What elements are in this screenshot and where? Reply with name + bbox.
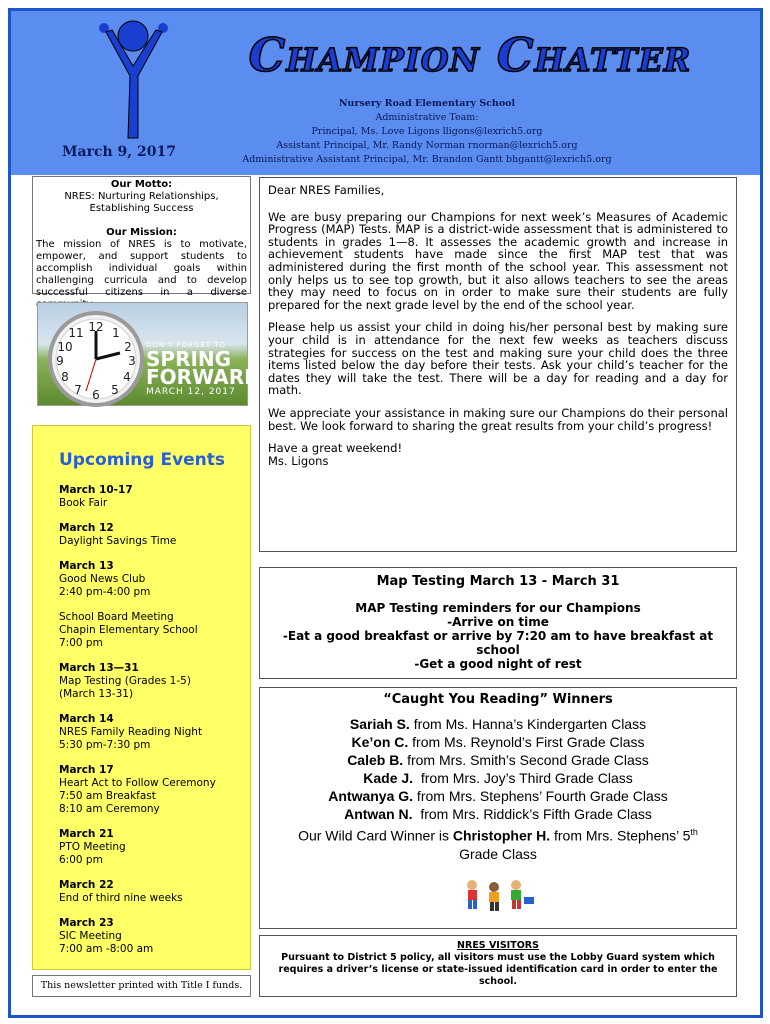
svg-text:8: 8: [61, 370, 69, 384]
svg-text:10: 10: [57, 340, 73, 354]
wild-card-grade: Grade Class: [459, 845, 537, 862]
winner-name: Antwanya G.: [328, 788, 414, 804]
event-date: March 13: [59, 560, 114, 572]
visitors-title: NRES VISITORS: [457, 940, 539, 951]
map-testing-box: [259, 567, 737, 679]
spring-forward-image: [37, 302, 261, 406]
event-detail: PTO Meeting: [59, 841, 126, 853]
event-item: [59, 713, 250, 752]
winner-class: from Ms. Reynold’s First Grade Class: [408, 734, 645, 750]
event-item: [59, 917, 250, 956]
winner-name: Antwan N.: [344, 806, 413, 822]
winner-name: Sariah S.: [349, 716, 410, 732]
assistant-principal-line: Assistant Principal, Mr. Randy Norman rnorman@lexrich5.org: [276, 140, 578, 151]
svg-text:7: 7: [74, 383, 82, 397]
winner-row: [260, 805, 736, 823]
svg-text:6: 6: [92, 388, 100, 402]
winners-list: [260, 715, 736, 823]
mission-text: The mission of NRES is to motivate, empower, and support students to accomplish individual goals within challenging curricula and to develop successful citizens in a diverse: [36, 239, 247, 298]
spring-word: SPRING: [146, 347, 232, 371]
mission-title: Our Mission:: [106, 227, 177, 238]
map-reminder-3: -Get a good night of rest: [414, 657, 582, 671]
principal-letter: [259, 177, 737, 552]
event-date: March 21: [59, 828, 114, 840]
wild-card-winner: [260, 823, 736, 845]
motto-line-1: NRES: Nurturing Relationships,: [64, 191, 219, 202]
event-item: [59, 764, 250, 816]
winner-row: [260, 787, 736, 805]
issue-date: March 9, 2017: [62, 144, 176, 160]
winner-class: from Mrs. Riddick’s Fifth Grade Class: [412, 806, 652, 822]
principal-line: Principal, Ms. Love Ligons lligons@lexrich5.org: [311, 126, 543, 137]
svg-text:1: 1: [112, 326, 120, 340]
wild-card-sup: th: [690, 827, 698, 837]
event-detail: 2:40 pm-4:00 pm: [59, 586, 151, 598]
event-detail: School Board Meeting: [59, 611, 174, 623]
event-date: March 13—31: [59, 662, 139, 674]
motto-line-2: Establishing Success: [89, 203, 194, 214]
event-detail: 6:00 pm: [59, 854, 103, 866]
spring-kicker: DON'T FORGET TO: [146, 341, 227, 349]
event-date: March 23: [59, 917, 114, 929]
letter-signature: Ms. Ligons: [268, 453, 329, 468]
motto-title: Our Motto:: [110, 179, 173, 190]
map-reminder-1: -Arrive on time: [447, 615, 549, 629]
event-detail: End of third nine weeks: [59, 892, 183, 904]
event-item: [59, 560, 250, 599]
svg-text:2: 2: [124, 340, 132, 354]
svg-text:3: 3: [128, 354, 136, 368]
wild-card-class: from Mrs. Stephens’ 5: [550, 827, 691, 844]
wild-card-name: Christopher H.: [452, 827, 551, 844]
event-detail: 7:50 am Breakfast: [59, 790, 156, 802]
letter-paragraph-3: We appreciate your assistance in making sure our Champions do their personal best. We look forward to sharing the great results from your child’s progress!: [268, 405, 728, 433]
event-detail: 7:00 pm: [59, 637, 103, 649]
event-detail: Book Fair: [59, 497, 108, 509]
admin-team-label: Administrative Team:: [375, 112, 479, 123]
event-date: March 22: [59, 879, 114, 891]
reading-kids-clipart-icon: [458, 875, 538, 915]
title-i-note: This newsletter printed with Title I funds.: [32, 975, 251, 997]
event-date: March 17: [59, 764, 114, 776]
school-info: [232, 97, 622, 167]
event-detail: Chapin Elementary School: [59, 624, 198, 636]
event-detail: Daylight Savings Time: [59, 535, 177, 547]
winner-name: Kade J.: [363, 770, 414, 786]
event-detail: Good News Club: [59, 573, 146, 585]
motto-mission-box: [32, 176, 251, 298]
spring-date: MARCH 12, 2017: [146, 387, 236, 397]
winner-row: [260, 715, 736, 733]
winner-class: from Mrs. Smith’s Second Grade Class: [403, 752, 649, 768]
visitors-text: Pursuant to District 5 policy, all visitors must use the Lobby Guard system which requires a driver’s license or state-issued identification card in order to enter the school.: [278, 952, 718, 987]
svg-text:11: 11: [68, 326, 84, 340]
svg-text:4: 4: [123, 370, 131, 384]
winner-row: [260, 733, 736, 751]
upcoming-events-panel: [32, 425, 251, 970]
letter-closing: Have a great weekend!: [268, 441, 403, 456]
winner-class: from Ms. Hanna’s Kindergarten Class: [409, 716, 647, 732]
forward-word: FORWARD: [146, 365, 261, 389]
winner-name: Caleb B.: [347, 752, 404, 768]
event-item: [59, 611, 250, 650]
winner-name: Ke’on C.: [351, 734, 409, 750]
event-date: March 10-17: [59, 484, 133, 496]
event-item: [59, 879, 250, 905]
school-name: Nursery Road Elementary School: [338, 98, 516, 109]
letter-paragraph-1: We are busy preparing our Champions for next week’s Measures of Academic Progress (MAP) Tests. MAP is a district-wide assessment that is administered to students in grades 1—8. It assesses the academic growth and increase in achievement students have made since the first MAP test that was administered during the first month of the school year. This assessment not only helps us to see top growth, but it also allows teachers to see the areas they may need to focus on in order to make sure their students are fully prepared for the next grade level by the end of the school year.: [268, 209, 728, 312]
caught-reading-box: [259, 687, 737, 929]
winner-class: from Mrs. Joy’s Third Grade Class: [413, 770, 633, 786]
map-testing-title: Map Testing March 13 - March 31: [376, 574, 620, 589]
svg-text:9: 9: [56, 354, 64, 368]
event-item: [59, 662, 250, 701]
event-detail: Map Testing (Grades 1-5): [59, 675, 191, 687]
event-detail: SIC Meeting: [59, 930, 122, 942]
winner-class: from Mrs. Stephens’ Fourth Grade Class: [413, 788, 668, 804]
map-reminders-title: MAP Testing reminders for our Champions: [355, 601, 641, 615]
event-detail: NRES Family Reading Night: [59, 726, 203, 738]
visitors-policy-box: [259, 935, 737, 997]
event-detail: Heart Act to Follow Ceremony: [59, 777, 216, 789]
event-item: [59, 484, 250, 510]
event-date: March 12: [59, 522, 114, 534]
event-detail: 7:00 am -8:00 am: [59, 943, 154, 955]
winner-row: [260, 751, 736, 769]
svg-text:5: 5: [111, 383, 119, 397]
event-detail: 5:30 pm-7:30 pm: [59, 739, 151, 751]
event-item: [59, 522, 250, 548]
map-reminder-2: -Eat a good breakfast or arrive by 7:20 am to have breakfast at school: [282, 629, 714, 657]
letter-paragraph-2: Please help us assist your child in doing his/her personal best by making sure your child is in attendance for the next few weeks as teachers discuss strategies for success on the test and making sure your child does the three items listed below the day before their tests. Ask your child’s teacher for the dates they will take the test. There will be a day for reading and a day for math.: [268, 320, 728, 398]
wild-card-prefix: Our Wild Card Winner is: [298, 827, 453, 844]
event-detail: (March 13-31): [59, 688, 134, 700]
event-date: March 14: [59, 713, 114, 725]
admin-assistant-line: Administrative Assistant Principal, Mr. Brandon Gantt bhgantt@lexrich5.org: [242, 154, 612, 165]
winner-row: [260, 769, 736, 787]
event-item: [59, 828, 250, 867]
letter-greeting: Dear NRES Families,: [268, 183, 385, 197]
svg-text:12: 12: [88, 320, 104, 334]
newsletter-title: Champion Chatter: [248, 28, 692, 82]
events-title: Upcoming Events: [59, 450, 226, 470]
events-list: [59, 484, 250, 956]
caught-reading-title: “Caught You Reading” Winners: [383, 692, 613, 707]
event-detail: 8:10 am Ceremony: [59, 803, 160, 815]
